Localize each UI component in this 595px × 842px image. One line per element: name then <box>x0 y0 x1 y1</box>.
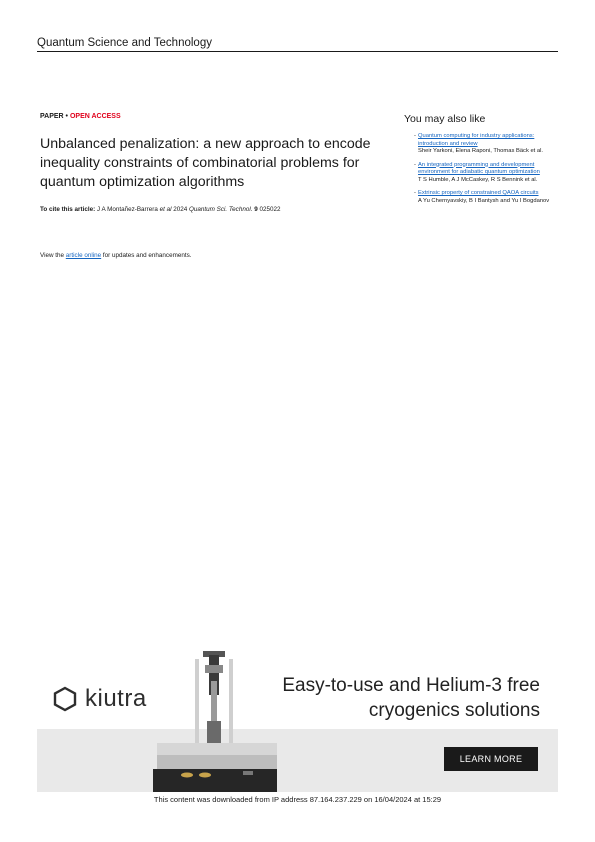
cite-year: 2024 <box>171 206 189 213</box>
cite-authors: J A Montañez-Barrera <box>96 206 160 213</box>
brand-name: kiutra <box>85 685 147 712</box>
view-suffix: for updates and enhancements. <box>101 252 192 259</box>
hexagon-logo-icon <box>53 686 77 712</box>
cryostat-device-image <box>147 651 277 792</box>
tagline-line-1: Easy-to-use and Helium-3 free <box>282 675 540 696</box>
related-item-authors: T S Humble, A J McCaskey, R S Bennink et al. <box>418 176 538 183</box>
related-item-link[interactable]: An integrated programming and development environment for adiabatic quantum optimization <box>418 161 540 175</box>
related-item-authors: Sheir Yarkoni, Elena Raponi, Thomas Bäck et al. <box>418 148 544 154</box>
bullet: - <box>414 161 416 168</box>
cite-journal: Quantum Sci. Technol. <box>189 206 253 213</box>
related-articles <box>404 113 564 211</box>
article-online-link[interactable]: article online <box>65 252 102 259</box>
header-rule <box>37 51 558 52</box>
advertisement-banner[interactable] <box>37 651 558 792</box>
related-item <box>404 190 564 205</box>
related-item <box>404 133 564 156</box>
learn-more-button[interactable]: LEARN MORE <box>444 747 538 771</box>
download-footer: This content was downloaded from IP address 87.164.237.229 on 16/04/2024 at 15:29 <box>153 795 442 804</box>
article-title: Unbalanced penalization: a new approach to encode inequality constraints of combinatorial problems for quantum optimization algorithms <box>40 136 371 190</box>
related-item-link[interactable]: Extrinsic property of constrained QAOA circuits <box>418 190 539 196</box>
cite-prefix: To cite this article: <box>40 206 97 213</box>
separator: • <box>63 113 70 120</box>
open-access-label: OPEN ACCESS <box>69 113 121 120</box>
related-item-authors: A Yu Chernyavskiy, B I Bantysh and Yu I Bogdanov <box>418 197 550 204</box>
kiutra-logo <box>53 685 147 713</box>
related-heading: You may also like <box>404 113 486 125</box>
cite-etal: et al <box>159 206 172 213</box>
related-item <box>404 162 564 185</box>
view-prefix: View the <box>40 252 66 259</box>
ad-top-band <box>37 651 558 665</box>
related-item-link[interactable]: Quantum computing for industry applications: introduction and review <box>418 133 535 147</box>
cite-volume: 9 <box>252 206 260 213</box>
paper-type-label: PAPER <box>40 113 64 120</box>
journal-name: Quantum Science and Technology <box>37 37 212 49</box>
paper-type-line <box>40 113 121 120</box>
bullet: - <box>414 133 416 139</box>
ad-tagline <box>282 673 540 723</box>
cite-number: 025022 <box>259 206 281 213</box>
tagline-line-2: cryogenics solutions <box>368 700 540 721</box>
bullet: - <box>414 190 416 196</box>
citation-line <box>40 206 281 213</box>
view-online-line <box>40 252 191 259</box>
